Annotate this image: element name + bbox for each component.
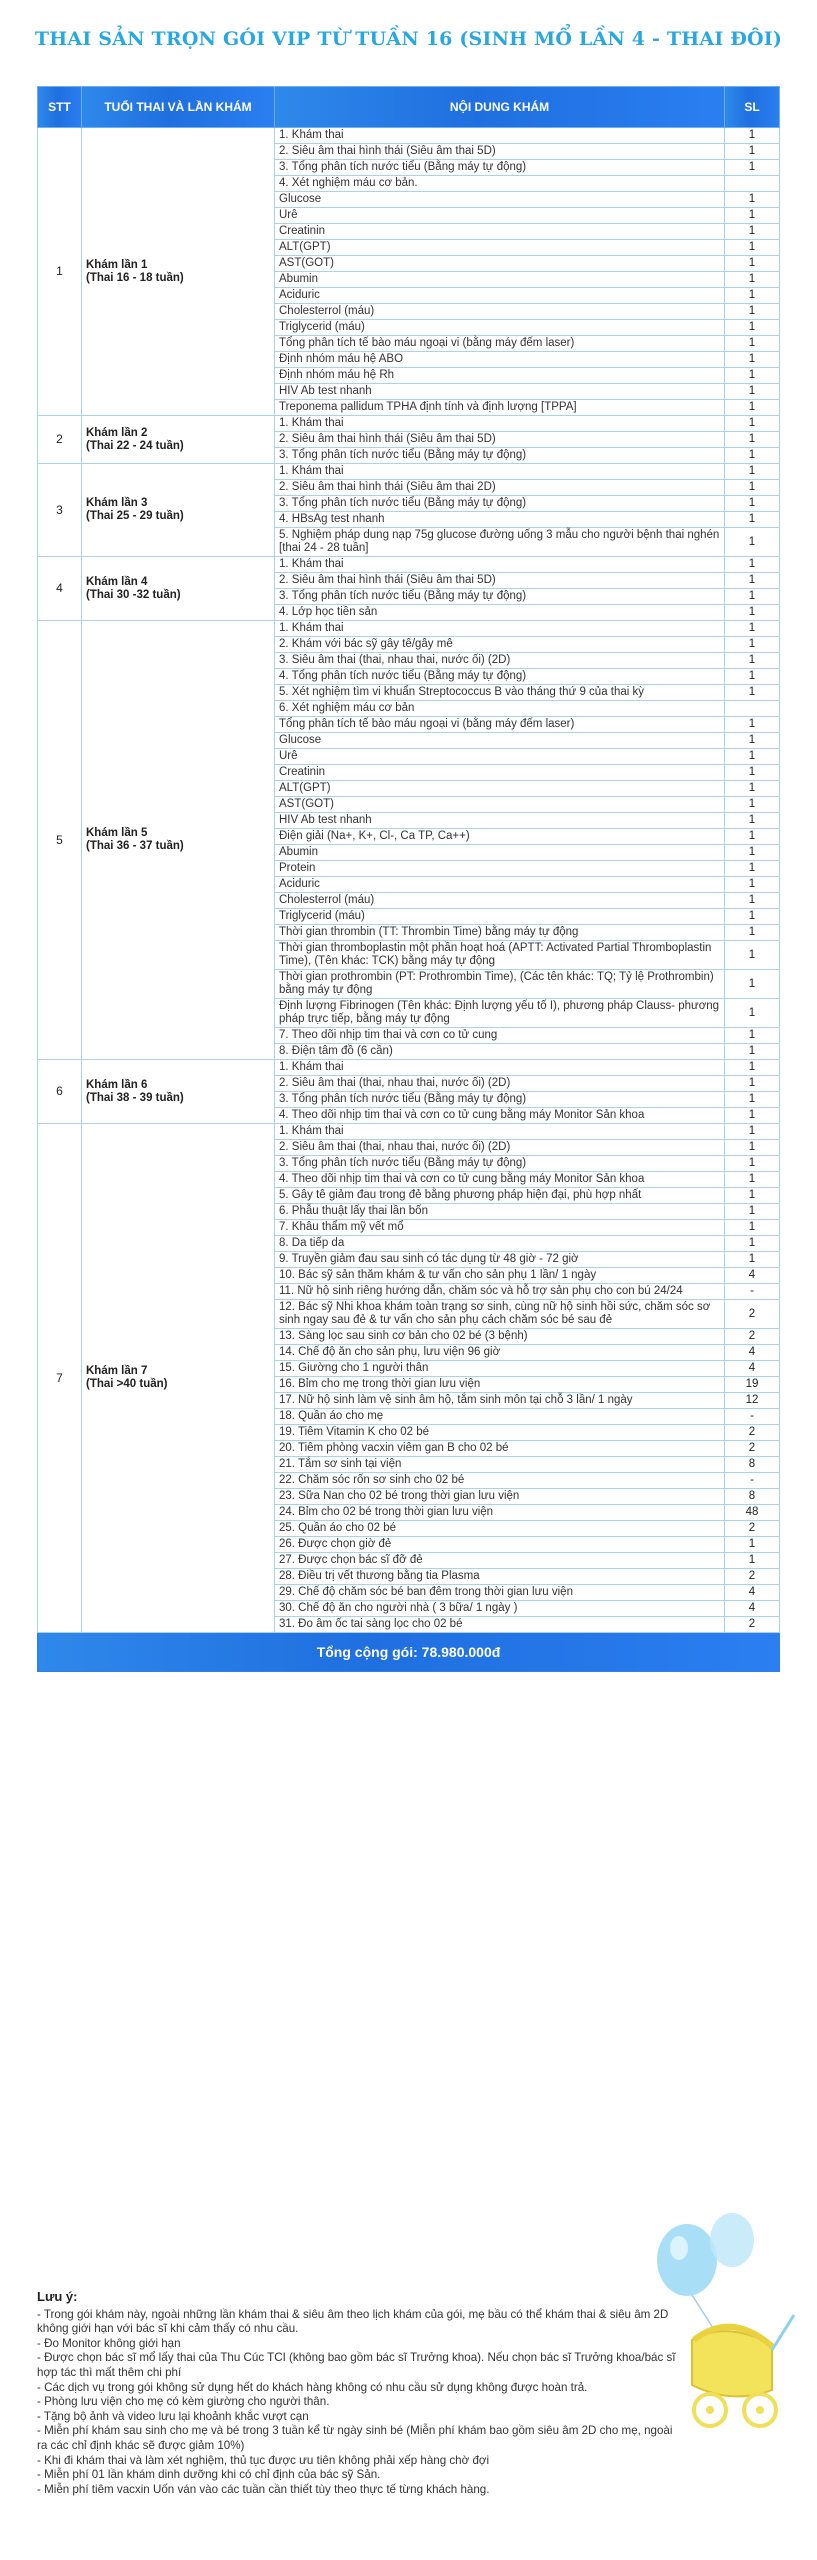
service-item: 23. Sữa Nan cho 02 bé trong thời gian lưu viện [275, 1489, 725, 1505]
service-item: Định lượng Fibrinogen (Tên khác: Định lượng yếu tố I), phương pháp Clauss- phương pháp trực tiếp, bằng máy tự động [275, 999, 725, 1028]
service-quantity: 1 [725, 1252, 780, 1268]
service-quantity: 1 [725, 416, 780, 432]
table-row [38, 416, 780, 432]
note-item: - Phòng lưu viện cho mẹ có kèm giường cho người thân. [37, 2395, 330, 2409]
table-row [38, 1060, 780, 1076]
visit-cell [82, 1124, 275, 1633]
service-item: Protein [275, 861, 725, 877]
service-item: Glucose [275, 733, 725, 749]
visit-cell [82, 464, 275, 557]
service-item: 4. HBsAg test nhanh [275, 512, 725, 528]
service-item: Cholesterrol (máu) [275, 304, 725, 320]
service-item: 1. Khám thai [275, 1124, 725, 1140]
service-quantity: 4 [725, 1361, 780, 1377]
service-item: 8. Điện tâm đồ (6 cần) [275, 1044, 725, 1060]
note-item: - Được chọn bác sĩ mổ lấy thai của Thu Cúc TCI (không bao gồm bác sĩ Trưởng khoa). Nếu chọn bác sĩ Trưởng khoa/bác sĩ hợp tác thì mất thêm chi phí [37, 2351, 676, 2379]
service-item: 4. Tổng phân tích nước tiểu (Bằng máy tự động) [275, 669, 725, 685]
service-item: 21. Tắm sơ sinh tại viện [275, 1457, 725, 1473]
service-quantity: 1 [725, 1028, 780, 1044]
service-item: 8. Da tiếp da [275, 1236, 725, 1252]
visit-cell [82, 1060, 275, 1124]
service-item: Aciduric [275, 877, 725, 893]
service-quantity: 8 [725, 1457, 780, 1473]
service-item: Aciduric [275, 288, 725, 304]
visit-label: Khám lần 4 [86, 575, 148, 588]
service-item: 2. Siêu âm thai hình thái (Siêu âm thai 5D) [275, 573, 725, 589]
service-quantity: 1 [725, 240, 780, 256]
service-quantity: 1 [725, 1044, 780, 1060]
service-quantity: 1 [725, 304, 780, 320]
service-item: 4. Lớp học tiền sản [275, 605, 725, 621]
service-item: ALT(GPT) [275, 240, 725, 256]
service-quantity: 1 [725, 1537, 780, 1553]
service-item: Creatinin [275, 224, 725, 240]
table-row [38, 621, 780, 637]
service-quantity: 4 [725, 1345, 780, 1361]
service-quantity: 1 [725, 1092, 780, 1108]
service-quantity: 1 [725, 336, 780, 352]
service-item: 17. Nữ hộ sinh làm vệ sinh âm hộ, tắm sinh môn tại chỗ 3 lần/ 1 ngày [275, 1393, 725, 1409]
notes-heading: Lưu ý: [37, 2289, 78, 2304]
service-item: AST(GOT) [275, 797, 725, 813]
service-quantity: 1 [725, 272, 780, 288]
service-item: 6. Phẫu thuật lấy thai lần bốn [275, 1204, 725, 1220]
note-item: - Đo Monitor không giới hạn [37, 2336, 181, 2350]
service-item: 29. Chế độ chăm sóc bé ban đêm trong thời gian lưu viện [275, 1585, 725, 1601]
service-quantity: 1 [725, 1156, 780, 1172]
service-quantity: 1 [725, 845, 780, 861]
note-item: - Miễn phí khám sau sinh cho mẹ và bé trong 3 tuần kể từ ngày sinh bé (Miễn phí khám bao gồm siêu âm 2D cho mẹ, ngoài ra các chỉ định khác sẽ được giảm 10%) [37, 2424, 673, 2452]
service-quantity: 1 [725, 400, 780, 416]
service-item: 1. Khám thai [275, 128, 725, 144]
service-item: HIV Ab test nhanh [275, 813, 725, 829]
service-item: Thời gian prothrombin (PT: Prothrombin Time), (Các tên khác: TQ; Tỷ lệ Prothrombin) bằng máy tự động [275, 970, 725, 999]
service-quantity: 1 [725, 557, 780, 573]
service-quantity: 4 [725, 1585, 780, 1601]
service-quantity: 1 [725, 909, 780, 925]
note-item: - Các dịch vụ trong gói không sử dụng hết do khách hàng không có nhu cầu sử dụng không được hoàn trả. [37, 2380, 588, 2394]
service-quantity: 1 [725, 925, 780, 941]
package-table [37, 86, 780, 1672]
service-item: Abumin [275, 845, 725, 861]
service-item: 12. Bác sỹ Nhi khoa khám toàn trạng sơ sinh, cùng nữ hộ sinh hồi sức, chăm sóc sơ sinh ngay sau đẻ & tư vấn cho sản phụ cách chăm sóc bé sau đẻ [275, 1300, 725, 1329]
visit-label: Khám lần 7 [86, 1365, 148, 1377]
service-quantity: 1 [725, 999, 780, 1028]
service-item: 10. Bác sỹ sản thăm khám & tư vấn cho sản phụ 1 lần/ 1 ngày [275, 1268, 725, 1284]
service-quantity: 1 [725, 224, 780, 240]
service-quantity: 1 [725, 1172, 780, 1188]
service-item: 3. Tổng phân tích nước tiểu (Bằng máy tự động) [275, 1092, 725, 1108]
gestational-weeks: (Thai 16 - 18 tuần) [86, 271, 184, 284]
service-quantity: 1 [725, 1553, 780, 1569]
service-quantity: 8 [725, 1489, 780, 1505]
visit-label: Khám lần 6 [86, 1078, 148, 1091]
row-number: 5 [38, 621, 82, 1060]
header-stt: STT [38, 87, 82, 128]
service-quantity: 1 [725, 1220, 780, 1236]
service-quantity [725, 701, 780, 717]
service-quantity: 1 [725, 1236, 780, 1252]
service-item: 5. Gây tê giảm đau trong đẻ bằng phương pháp hiện đại, phù hợp nhất [275, 1188, 725, 1204]
service-item: Thời gian thromboplastin một phần hoạt hoá (APTT: Activated Partial Thromboplastin Time), (Tên khác: TCK) bằng máy tự động [275, 941, 725, 970]
service-item: 3. Tổng phân tích nước tiểu (Bằng máy tự động) [275, 496, 725, 512]
table-header-row [38, 87, 780, 128]
service-item: 7. Khâu thẩm mỹ vết mổ [275, 1220, 725, 1236]
service-quantity: 12 [725, 1393, 780, 1409]
service-quantity: 4 [725, 1601, 780, 1617]
service-item: 1. Khám thai [275, 1060, 725, 1076]
service-quantity: 1 [725, 208, 780, 224]
service-item: 1. Khám thai [275, 464, 725, 480]
service-quantity: 1 [725, 512, 780, 528]
service-item: Cholesterrol (máu) [275, 893, 725, 909]
service-item: ALT(GPT) [275, 781, 725, 797]
visit-cell [82, 416, 275, 464]
row-number: 2 [38, 416, 82, 464]
service-item: 4. Theo dõi nhịp tim thai và cơn co tử cung bằng máy Monitor Sản khoa [275, 1108, 725, 1124]
total-price: Tổng cộng gói: 78.980.000đ [38, 1633, 780, 1672]
service-quantity: 1 [725, 464, 780, 480]
service-quantity: 1 [725, 589, 780, 605]
service-quantity: 1 [725, 1204, 780, 1220]
visit-label: Khám lần 3 [86, 497, 148, 509]
service-item: 28. Điều trị vết thương bằng tia Plasma [275, 1569, 725, 1585]
visit-cell [82, 621, 275, 1060]
service-item: 2. Siêu âm thai hình thái (Siêu âm thai 5D) [275, 144, 725, 160]
service-quantity: 1 [725, 1108, 780, 1124]
visit-label: Khám lần 1 [86, 258, 148, 271]
service-item: Creatinin [275, 765, 725, 781]
service-item: 14. Chế độ ăn cho sản phụ, lưu viện 96 giờ [275, 1345, 725, 1361]
gestational-weeks: (Thai 38 - 39 tuần) [86, 1091, 184, 1104]
service-quantity: 1 [725, 128, 780, 144]
service-item: Urê [275, 749, 725, 765]
service-item: 27. Được chọn bác sĩ đỡ đẻ [275, 1553, 725, 1569]
service-item: 1. Khám thai [275, 621, 725, 637]
service-quantity: 2 [725, 1521, 780, 1537]
note-item: - Tặng bộ ảnh và video lưu lại khoảnh khắc vượt cạn [37, 2409, 309, 2423]
notes-list [37, 2308, 677, 2498]
table-row [38, 1124, 780, 1140]
service-item: 4. Xét nghiệm máu cơ bản. [275, 176, 725, 192]
service-quantity: 1 [725, 797, 780, 813]
service-item: 1. Khám thai [275, 557, 725, 573]
service-item: 2. Siêu âm thai (thai, nhau thai, nước ối) (2D) [275, 1076, 725, 1092]
service-item: 22. Chăm sóc rốn sơ sinh cho 02 bé [275, 1473, 725, 1489]
notes-section [37, 2290, 677, 2497]
row-number: 3 [38, 464, 82, 557]
service-item: Triglycerid (máu) [275, 909, 725, 925]
gestational-weeks: (Thai 25 - 29 tuần) [86, 510, 184, 522]
service-quantity: 1 [725, 861, 780, 877]
service-item: 3. Tổng phân tích nước tiểu (Bằng máy tự động) [275, 589, 725, 605]
service-item: 30. Chế độ ăn cho người nhà ( 3 bữa/ 1 ngày ) [275, 1601, 725, 1617]
service-item: 26. Được chọn giờ đẻ [275, 1537, 725, 1553]
service-quantity: 1 [725, 765, 780, 781]
service-quantity: 1 [725, 653, 780, 669]
service-quantity: 1 [725, 605, 780, 621]
service-quantity: 1 [725, 877, 780, 893]
service-quantity: 1 [725, 288, 780, 304]
gestational-weeks: (Thai 36 - 37 tuần) [86, 840, 184, 852]
service-quantity: 4 [725, 1268, 780, 1284]
header-quantity: SL [725, 87, 780, 128]
service-quantity: 1 [725, 1076, 780, 1092]
note-item: - Trong gói khám này, ngoài những lần khám thai & siêu âm theo lịch khám của gói, mẹ bầu có thể khám thai & siêu âm 2D không giới hạn với bác sĩ khi cảm thấy có nhu cầu. [37, 2307, 669, 2336]
service-item: HIV Ab test nhanh [275, 384, 725, 400]
service-quantity: 2 [725, 1441, 780, 1457]
service-item: 9. Truyền giảm đau sau sinh có tác dụng từ 48 giờ - 72 giờ [275, 1252, 725, 1268]
visit-cell [82, 128, 275, 416]
service-quantity: 1 [725, 941, 780, 970]
service-item: Tổng phân tích tế bào máu ngoại vi (bằng máy đếm laser) [275, 336, 725, 352]
service-quantity: 1 [725, 573, 780, 589]
gestational-weeks: (Thai >40 tuần) [86, 1378, 168, 1390]
service-quantity: 1 [725, 669, 780, 685]
service-quantity: 1 [725, 352, 780, 368]
service-item: 6. Xét nghiệm máu cơ bản [275, 701, 725, 717]
service-item: 2. Siêu âm thai (thai, nhau thai, nước ối) (2D) [275, 1140, 725, 1156]
service-quantity: 1 [725, 256, 780, 272]
page-title: THAI SẢN TRỌN GÓI VIP TỪ TUẦN 16 (SINH MỔ LẦN 4 - THAI ĐÔI) [34, 28, 783, 50]
service-quantity: 1 [725, 384, 780, 400]
note-item: - Miễn phí 01 lần khám dinh dưỡng khi có chỉ định của bác sỹ Sản. [37, 2468, 381, 2482]
service-quantity [725, 176, 780, 192]
total-row [38, 1633, 780, 1672]
row-number: 7 [38, 1124, 82, 1633]
visit-label: Khám lần 2 [86, 426, 148, 439]
service-item: 5. Xét nghiệm tìm vi khuẩn Streptococcus B vào tháng thứ 9 của thai kỳ [275, 685, 725, 701]
service-item: Điện giải (Na+, K+, Cl-, Ca TP, Ca++) [275, 829, 725, 845]
service-item: 31. Đo âm ốc tai sàng lọc cho 02 bé [275, 1617, 725, 1633]
table-row [38, 464, 780, 480]
service-quantity: 1 [725, 448, 780, 464]
row-number: 4 [38, 557, 82, 621]
service-item: AST(GOT) [275, 256, 725, 272]
service-item: 7. Theo dõi nhịp tim thai và cơn co tử cung [275, 1028, 725, 1044]
service-item: Treponema pallidum TPHA định tính và định lượng [TPPA] [275, 400, 725, 416]
service-quantity: 48 [725, 1505, 780, 1521]
service-item: 15. Giường cho 1 người thân [275, 1361, 725, 1377]
service-item: Định nhóm máu hệ ABO [275, 352, 725, 368]
header-content: NỘI DUNG KHÁM [275, 87, 725, 128]
service-item: Urê [275, 208, 725, 224]
service-item: 2. Khám với bác sỹ gây tê/gây mê [275, 637, 725, 653]
baby-stroller-balloon-illustration [632, 2200, 802, 2440]
visit-cell [82, 557, 275, 621]
service-item: 3. Tổng phân tích nước tiểu (Bằng máy tự động) [275, 1156, 725, 1172]
service-quantity: 1 [725, 1188, 780, 1204]
gestational-weeks: (Thai 22 - 24 tuần) [86, 439, 184, 452]
service-quantity: 2 [725, 1569, 780, 1585]
service-item: 11. Nữ hộ sinh riêng hướng dẫn, chăm sóc và hỗ trợ sản phụ cho con bú 24/24 [275, 1284, 725, 1300]
note-item: - Miễn phí tiêm vacxin Uốn ván vào các tuần cần thiết tùy theo thực tế từng khách hàng. [37, 2482, 490, 2496]
service-quantity: 1 [725, 685, 780, 701]
service-item: 24. Bỉm cho 02 bé trong thời gian lưu viện [275, 1505, 725, 1521]
service-quantity: 1 [725, 637, 780, 653]
visit-label: Khám lần 5 [86, 827, 148, 839]
service-quantity: 1 [725, 829, 780, 845]
service-quantity: 2 [725, 1329, 780, 1345]
row-number: 6 [38, 1060, 82, 1124]
service-item: 2. Siêu âm thai hình thái (Siêu âm thai 2D) [275, 480, 725, 496]
service-item: 19. Tiêm Vitamin K cho 02 bé [275, 1425, 725, 1441]
service-item: 4. Theo dõi nhịp tim thai và cơn co tử cung bằng máy Monitor Sản khoa [275, 1172, 725, 1188]
service-item: 13. Sàng lọc sau sinh cơ bản cho 02 bé (3 bệnh) [275, 1329, 725, 1345]
service-item: 1. Khám thai [275, 416, 725, 432]
service-item: 3. Tổng phân tích nước tiểu (Bằng máy tự động) [275, 160, 725, 176]
service-quantity: 1 [725, 1140, 780, 1156]
service-quantity: 1 [725, 192, 780, 208]
service-quantity: 1 [725, 1060, 780, 1076]
service-quantity: 1 [725, 528, 780, 557]
service-item: Tổng phân tích tế bào máu ngoại vi (bằng máy đếm laser) [275, 717, 725, 733]
service-item: 16. Bỉm cho mẹ trong thời gian lưu viện [275, 1377, 725, 1393]
service-quantity: 1 [725, 781, 780, 797]
service-quantity: - [725, 1409, 780, 1425]
note-item: - Khi đi khám thai và làm xét nghiệm, thủ tục được ưu tiên không phải xếp hàng chờ đợi [37, 2453, 490, 2467]
service-quantity: - [725, 1284, 780, 1300]
service-quantity: 1 [725, 160, 780, 176]
service-quantity: 1 [725, 621, 780, 637]
service-item: 3. Tổng phân tích nước tiểu (Bằng máy tự động) [275, 448, 725, 464]
service-quantity: 1 [725, 1124, 780, 1140]
service-item: 20. Tiêm phòng vacxin viêm gan B cho 02 bé [275, 1441, 725, 1457]
service-quantity: 2 [725, 1300, 780, 1329]
service-quantity: 19 [725, 1377, 780, 1393]
row-number: 1 [38, 128, 82, 416]
table-row [38, 128, 780, 144]
table-row [38, 557, 780, 573]
gestational-weeks: (Thai 30 -32 tuần) [86, 588, 181, 601]
service-item: Glucose [275, 192, 725, 208]
service-item: Thời gian thrombin (TT: Thrombin Time) bằng máy tự động [275, 925, 725, 941]
service-quantity: 1 [725, 970, 780, 999]
service-quantity: 1 [725, 717, 780, 733]
service-quantity: 2 [725, 1617, 780, 1633]
service-quantity: 1 [725, 320, 780, 336]
service-quantity: 2 [725, 1425, 780, 1441]
service-quantity: 1 [725, 733, 780, 749]
service-quantity: 1 [725, 496, 780, 512]
service-quantity: 1 [725, 893, 780, 909]
service-quantity: 1 [725, 749, 780, 765]
service-item: Định nhóm máu hệ Rh [275, 368, 725, 384]
service-item: Triglycerid (máu) [275, 320, 725, 336]
service-quantity: 1 [725, 144, 780, 160]
service-item: 2. Siêu âm thai hình thái (Siêu âm thai 5D) [275, 432, 725, 448]
service-quantity: - [725, 1473, 780, 1489]
service-quantity: 1 [725, 432, 780, 448]
header-visit: TUỔI THAI VÀ LẦN KHÁM [82, 87, 275, 128]
service-item: 25. Quần áo cho 02 bé [275, 1521, 725, 1537]
service-item: 5. Nghiệm pháp dung nạp 75g glucose đường uống 3 mẫu cho người bệnh thai nghén [thai 24 - 28 tuần] [275, 528, 725, 557]
service-quantity: 1 [725, 368, 780, 384]
service-quantity: 1 [725, 813, 780, 829]
service-item: 3. Siêu âm thai (thai, nhau thai, nước ối) (2D) [275, 653, 725, 669]
service-item: 18. Quần áo cho mẹ [275, 1409, 725, 1425]
service-quantity: 1 [725, 480, 780, 496]
service-item: Abumin [275, 272, 725, 288]
